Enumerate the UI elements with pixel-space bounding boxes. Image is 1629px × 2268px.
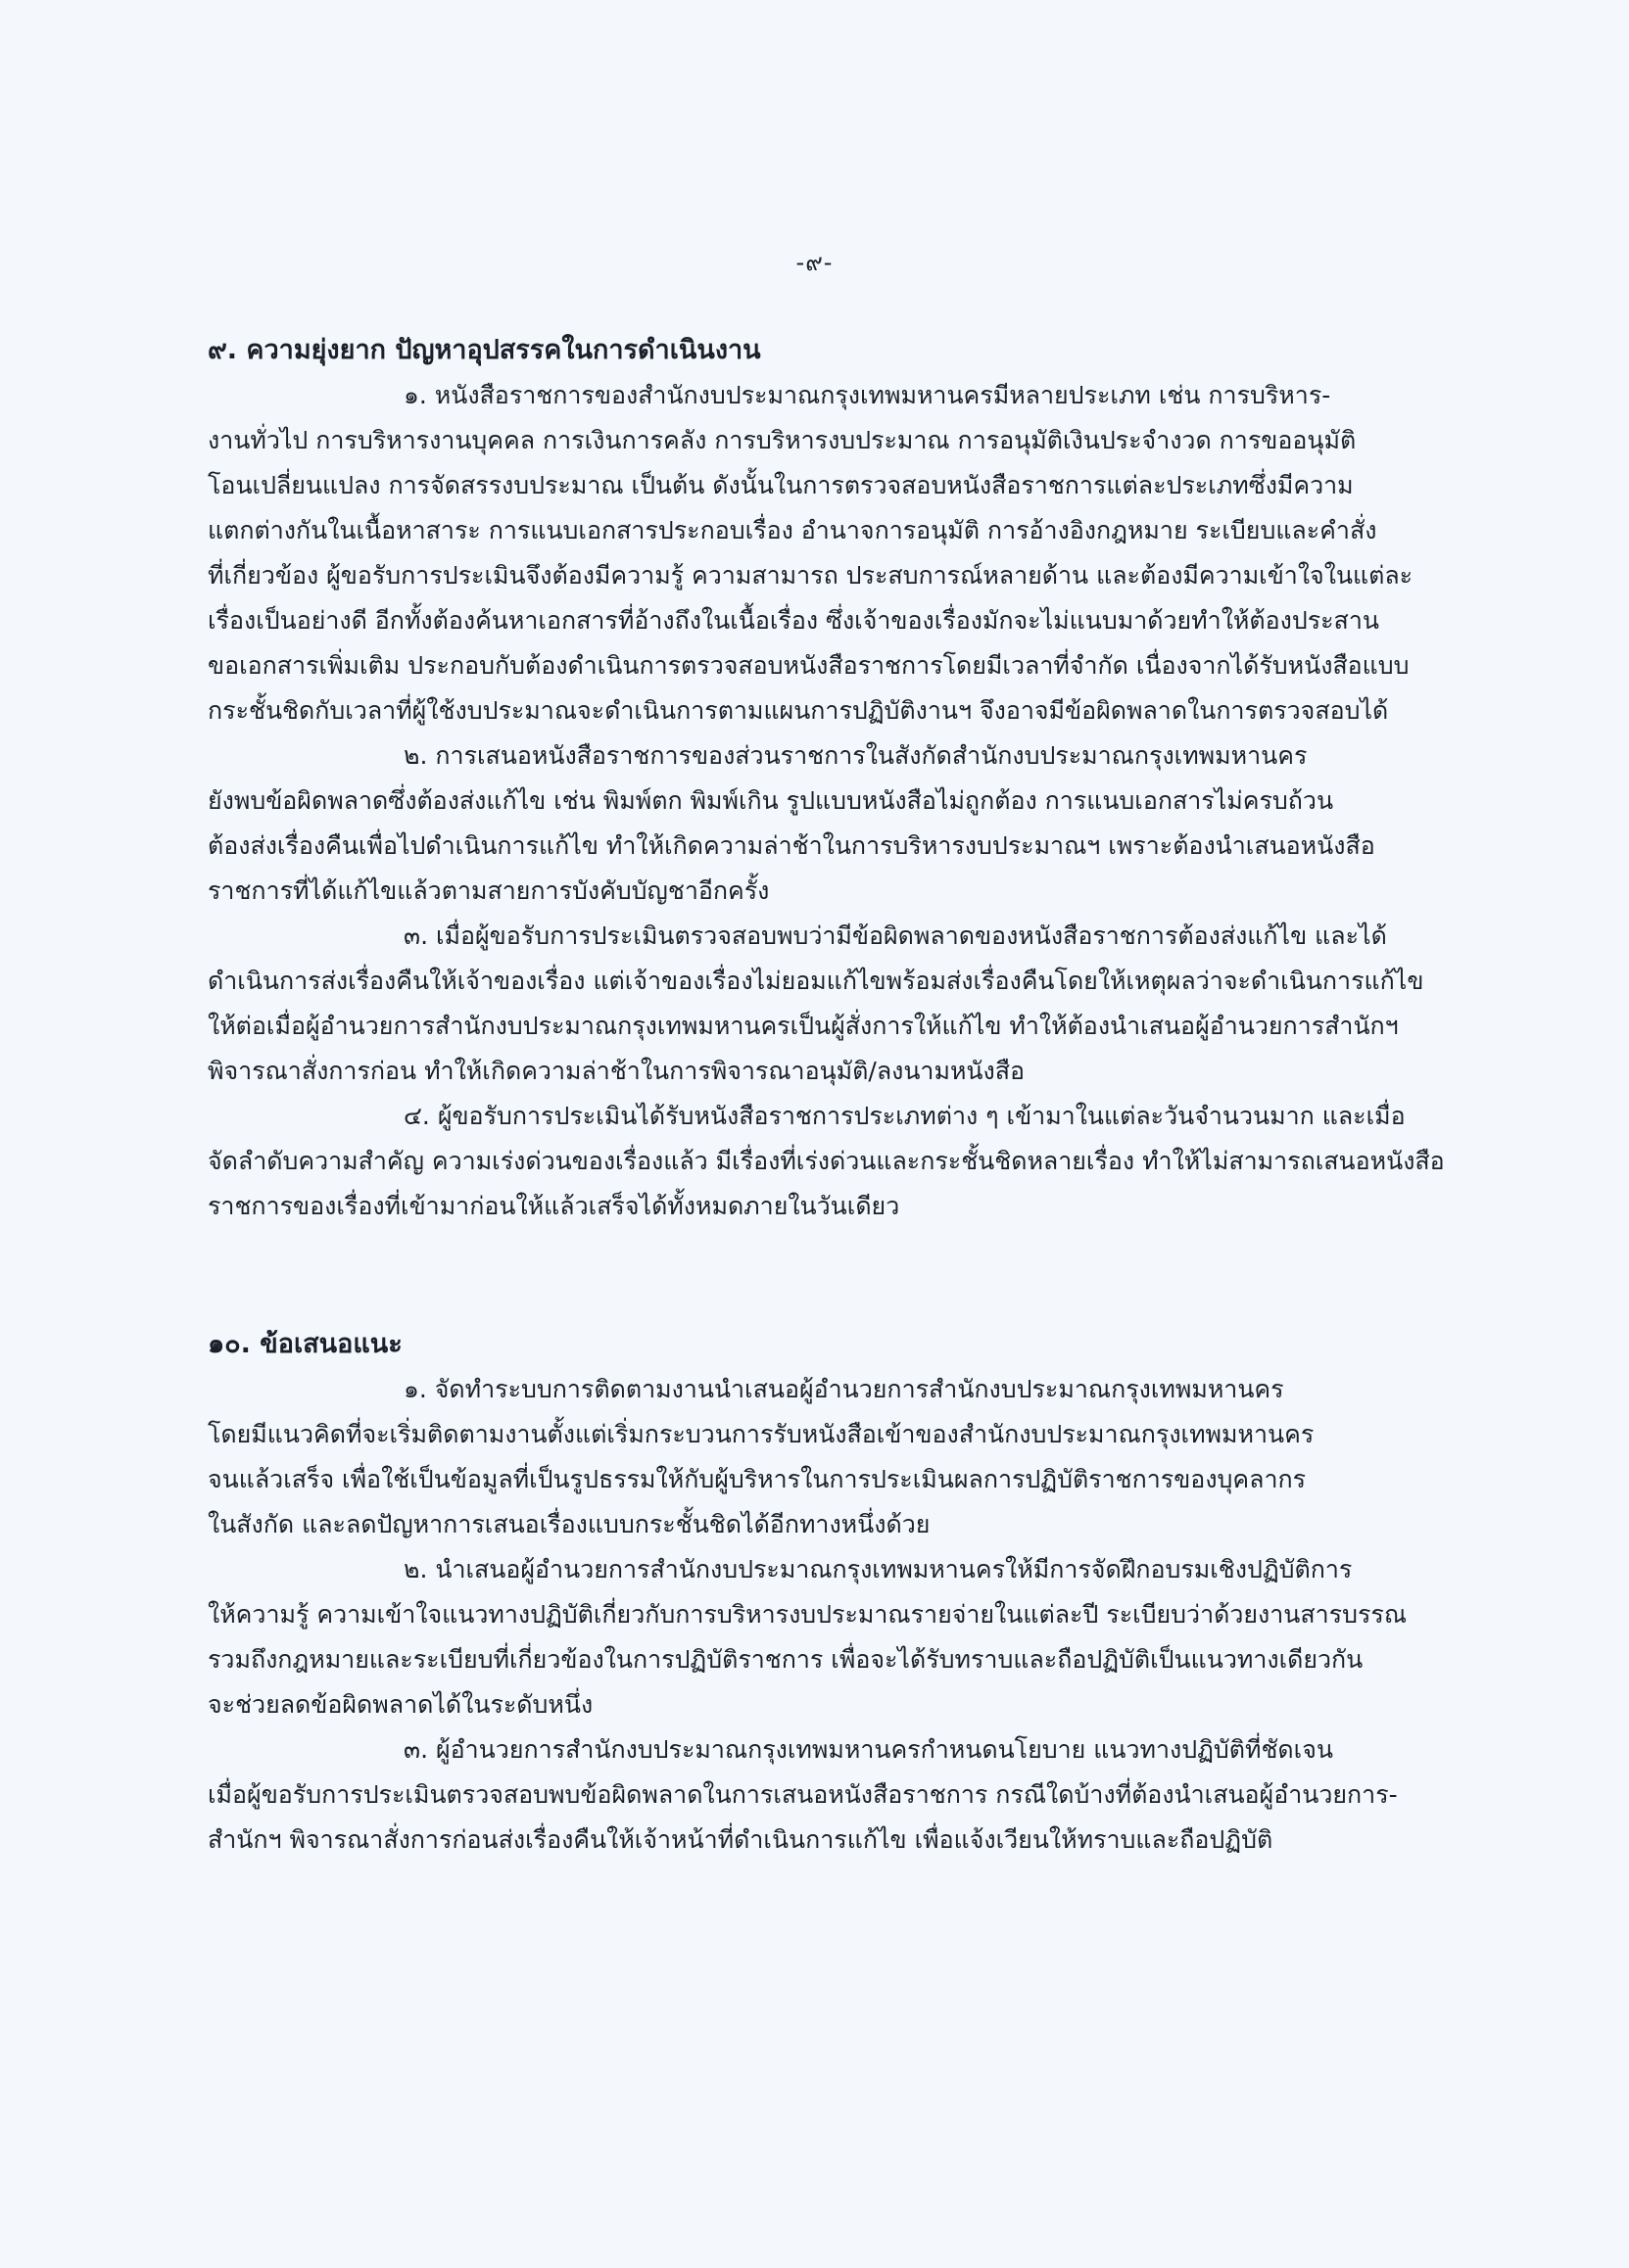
paragraph-line: ให้ความรู้ ความเข้าใจแนวทางปฏิบัติเกี่ยวกับการบริหารงบประมาณรายจ่ายในแต่ละปี ระเบียบว่าด้วยงานสารบรรณ: [208, 1600, 1408, 1629]
section-heading: ๙. ความยุ่งยาก ปัญหาอุปสรรคในการดำเนินงาน: [208, 335, 761, 365]
paragraph-line: สำนักฯ พิจารณาสั่งการก่อนส่งเรื่องคืนให้เจ้าหน้าที่ดำเนินการแก้ไข เพื่อแจ้งเวียนให้ทราบและถือปฏิบัติ: [208, 1825, 1273, 1854]
paragraph-line: เมื่อผู้ขอรับการประเมินตรวจสอบพบข้อผิดพลาดในการเสนอหนังสือราชการ กรณีใดบ้างที่ต้องนำเสนอผู้อำนวยการ-: [208, 1780, 1398, 1809]
paragraph-line: ๑. หนังสือราชการของสำนักงบประมาณกรุงเทพมหานครมีหลายประเภท เช่น การบริหาร-: [404, 381, 1331, 409]
paragraph-line: ดำเนินการส่งเรื่องคืนให้เจ้าของเรื่อง แต่เจ้าของเรื่องไม่ยอมแก้ไขพร้อมส่งเรื่องคืนโดยให้เหตุผลว่าจะดำเนินการแก้ไข: [208, 967, 1424, 995]
paragraph-line: ที่เกี่ยวข้อง ผู้ขอรับการประเมินจึงต้องมีความรู้ ความสามารถ ประสบการณ์หลายด้าน และต้องมีความเข้าใจในแต่ละ: [208, 561, 1413, 590]
paragraph-line: ในสังกัด และลดปัญหาการเสนอเรื่องแบบกระชั้นชิดได้อีกทางหนึ่งด้วย: [208, 1510, 931, 1538]
paragraph-line: ๓. ผู้อำนวยการสำนักงบประมาณกรุงเทพมหานครกำหนดนโยบาย แนวทางปฏิบัติที่ชัดเจน: [404, 1735, 1333, 1764]
paragraph-line: ยังพบข้อผิดพลาดซึ่งต้องส่งแก้ไข เช่น พิมพ์ตก พิมพ์เกิน รูปแบบหนังสือไม่ถูกต้อง การแนบเอกสารไม่ครบถ้วน: [208, 786, 1334, 815]
paragraph-line: โอนเปลี่ยนแปลง การจัดสรรงบประมาณ เป็นต้น ดังนั้นในการตรวจสอบหนังสือราชการแต่ละประเภทซึ่งมีความ: [208, 471, 1354, 499]
paragraph-line: เรื่องเป็นอย่างดี อีกทั้งต้องค้นหาเอกสารที่อ้างถึงในเนื้อเรื่อง ซึ่งเจ้าของเรื่องมักจะไม่แนบมาด้วยทำให้ต้องประสาน: [208, 606, 1379, 635]
paragraph-line: ต้องส่งเรื่องคืนเพื่อไปดำเนินการแก้ไข ทำให้เกิดความล่าช้าในการบริหารงบประมาณฯ เพราะต้องนำเสนอหนังสือ: [208, 831, 1375, 860]
paragraph-line: พิจารณาสั่งการก่อน ทำให้เกิดความล่าช้าในการพิจารณาอนุมัติ/ลงนามหนังสือ: [208, 1057, 1025, 1085]
paragraph-line: ๒. การเสนอหนังสือราชการของส่วนราชการในสังกัดสำนักงบประมาณกรุงเทพมหานคร: [404, 741, 1308, 770]
paragraph-line: แตกต่างกันในเนื้อหาสาระ การแนบเอกสารประกอบเรื่อง อำนาจการอนุมัติ การอ้างอิงกฎหมาย ระเบียบและคำสั่ง: [208, 516, 1377, 544]
paragraph-line: ราชการที่ได้แก้ไขแล้วตามสายการบังคับบัญชาอีกครั้ง: [208, 876, 770, 905]
page-number: -๙-: [795, 249, 834, 276]
paragraph-line: ราชการของเรื่องที่เข้ามาก่อนให้แล้วเสร็จได้ทั้งหมดภายในวันเดียว: [208, 1192, 900, 1220]
paragraph-line: โดยมีแนวคิดที่จะเริ่มติดตามงานตั้งแต่เริ่มกระบวนการรับหนังสือเข้าของสำนักงบประมาณกรุงเทพมหานคร: [208, 1420, 1315, 1448]
paragraph-line: งานทั่วไป การบริหารงานบุคคล การเงินการคลัง การบริหารงบประมาณ การอนุมัติเงินประจำงวด การขออนุมัติ: [208, 426, 1357, 454]
paragraph-line: จะช่วยลดข้อผิดพลาดได้ในระดับหนึ่ง: [208, 1690, 594, 1719]
paragraph-line: ๓. เมื่อผู้ขอรับการประเมินตรวจสอบพบว่ามีข้อผิดพลาดของหนังสือราชการต้องส่งแก้ไข และได้: [404, 921, 1387, 950]
paragraph-line: ๔. ผู้ขอรับการประเมินได้รับหนังสือราชการประเภทต่าง ๆ เข้ามาในแต่ละวันจำนวนมาก และเมื่อ: [404, 1102, 1406, 1130]
paragraph-line: ขอเอกสารเพิ่มเติม ประกอบกับต้องดำเนินการตรวจสอบหนังสือราชการโดยมีเวลาที่จำกัด เนื่องจากได้รับหนังสือแบบ: [208, 651, 1410, 680]
section-heading: ๑๐. ข้อเสนอแนะ: [208, 1329, 403, 1359]
paragraph-line: ๑. จัดทำระบบการติดตามงานนำเสนอผู้อำนวยการสำนักงบประมาณกรุงเทพมหานคร: [404, 1375, 1284, 1403]
section-recommendations: [208, 1322, 1515, 1863]
section-difficulties: [208, 328, 1515, 1229]
paragraph-line: ให้ต่อเมื่อผู้อำนวยการสำนักงบประมาณกรุงเทพมหานครเป็นผู้สั่งการให้แก้ไข ทำให้ต้องนำเสนอผู้อำนวยการสำนักฯ: [208, 1012, 1399, 1040]
paragraph-line: ๒. นำเสนอผู้อำนวยการสำนักงบประมาณกรุงเทพมหานครให้มีการจัดฝึกอบรมเชิงปฏิบัติการ: [404, 1555, 1353, 1583]
paragraph-line: รวมถึงกฎหมายและระเบียบที่เกี่ยวข้องในการปฏิบัติราชการ เพื่อจะได้รับทราบและถือปฏิบัติเป็นแนวทางเดียวกัน: [208, 1645, 1364, 1674]
paragraph-line: กระชั้นชิดกับเวลาที่ผู้ใช้งบประมาณจะดำเนินการตามแผนการปฏิบัติงานฯ จึงอาจมีข้อผิดพลาดในการตรวจสอบได้: [208, 696, 1389, 725]
paragraph-line: จนแล้วเสร็จ เพื่อใช้เป็นข้อมูลที่เป็นรูปธรรมให้กับผู้บริหารในการประเมินผลการปฏิบัติราชการของบุคลากร: [208, 1465, 1307, 1493]
paragraph-line: จัดลำดับความสำคัญ ความเร่งด่วนของเรื่องแล้ว มีเรื่องที่เร่งด่วนและกระชั้นชิดหลายเรื่อง ทำให้ไม่สามารถเสนอหนังสือ: [208, 1147, 1445, 1175]
